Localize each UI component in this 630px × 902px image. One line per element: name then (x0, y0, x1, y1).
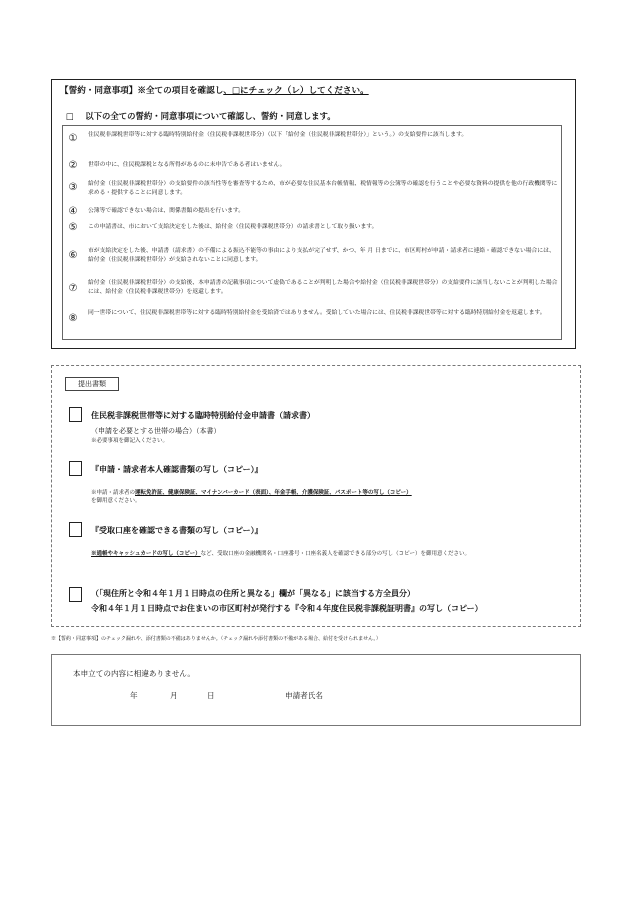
pledge-item-number: ⑦ (68, 283, 78, 294)
doc4-line2: 令和４年１月１日時点でお住まいの市区町村が発行する『令和４年度住民税非課税証明書』の写し（コピー） (91, 603, 483, 613)
agree-checkbox[interactable]: □ (66, 111, 74, 121)
pledge-item-text: 世帯の中に、住民税課税となる所得があるのに未申告である者はいません。 (88, 162, 286, 168)
date-month-label: 月 (170, 691, 178, 700)
pledge-item-text: この申請書は、市において支給決定をした後は、給付金（住民税非課税世帯分）の請求書として取り扱います。 (88, 224, 378, 230)
agree-all-row[interactable] (66, 110, 336, 122)
pledge-items-box (62, 125, 562, 340)
doc4-line1: （「現住所と令和４年１月１日時点の住所と異なる」欄が「異なる」に該当する方全員分） (91, 588, 415, 598)
doc4-checkbox[interactable] (69, 587, 82, 602)
date-day-label: 日 (207, 691, 215, 700)
agree-label: 以下の全ての誓約・同意事項について確認し、誓約・同意します。 (85, 111, 336, 121)
doc1-title: 住民税非課税世帯等に対する臨時特別給付金申請書（請求書） (91, 410, 315, 420)
pledge-item-text: 公簿等で確認できない場合は、関係書類の提出を行います。 (88, 208, 245, 214)
doc2-checkbox[interactable] (69, 461, 82, 476)
doc3-checkbox[interactable] (69, 522, 82, 537)
doc2-note: ※申請・請求者の運転免許証、健康保険証、マイナンバーカード（表面）、年金手帳、介護保険証、パスポート等の写し（コピー） を御用意ください。 (91, 490, 412, 504)
pledge-item-text: 給付金（住民税非課税世帯分）の支給後、本申請書の記載事項について虚偽であることが判明した場合や給付金（住民税非課税世帯分）の支給要件に該当しないことが判明した場合には、給付金（住民税非課税世帯分）を返還します。 (88, 280, 558, 295)
doc2-title: 『申請・請求者本人確認書類の写し（コピー）』 (91, 464, 263, 474)
pledge-item-text: 住民税非課税世帯等に対する臨時特別給付金（住民税非課税世帯分）（以下「給付金（住民税非課税世帯分）」という。）の支給要件に該当します。 (88, 132, 468, 138)
footnote: ※【誓約・同意事項】のチェック漏れや、添付書類の不備はありませんか。（チェック漏れや添付書類の不備がある場合、給付を受けられません。） (51, 636, 381, 642)
confirmation-statement: 本申立ての内容に相違ありません。 (73, 669, 195, 678)
doc1-subtitle: （申請を必要とする世帯の場合）（本書） (91, 427, 221, 435)
doc1-note: ※必要事項を御記入ください。 (91, 438, 169, 444)
doc3-title: 『受取口座を確認できる書類の写し（コピー）』 (91, 525, 263, 535)
pledge-title: 【誓約・同意事項】※全ての項目を確認し、□にチェック（レ）してください。 (60, 86, 369, 96)
documents-label: 提出書類 (65, 377, 119, 391)
pledge-item-number: ⑥ (68, 250, 78, 261)
pledge-item-number: ④ (68, 206, 78, 217)
pledge-item-text: 給付金（住民税非課税世帯分）の支給要件の該当性等を審査等するため、市が必要な住民基本台帳情報、税情報等の公簿等の確認を行うことや必要な資料の提供を他の行政機関等に求める・提供することに同意します。 (88, 181, 558, 196)
doc1-checkbox[interactable] (69, 407, 82, 422)
doc3-note: ※通帳やキャッシュカードの写し（コピー）など、受取口座の金融機関名・口座番号・口座名義人を確認できる部分の写し（コピー）を御用意ください。 (91, 551, 470, 557)
pledge-item-number: ③ (68, 182, 78, 193)
pledge-item-number: ② (68, 160, 78, 171)
pledge-item-text: 同一世帯について、住民税非課税世帯等に対する臨時特別給付金を受給済ではありません。受給していた場合には、住民税非課税世帯等に対する臨時特別給付金を返還します。 (88, 310, 546, 316)
pledge-item-number: ⑧ (68, 313, 78, 324)
pledge-item-text: 市が支給決定をした後、申請書（請求書）の不備による振込不能等の事由により支払が完了せず、かつ、年 月 日までに、市区町村が申請・請求者に連絡・確認できない場合には、給付金（住民税非課税世帯分）が支給されないことに同意します。 (88, 248, 555, 263)
date-year-label: 年 (130, 691, 138, 700)
pledge-item-number: ⑤ (68, 222, 78, 233)
pledge-item-number: ① (68, 133, 78, 144)
applicant-name-label: 申請者氏名 (285, 691, 323, 700)
